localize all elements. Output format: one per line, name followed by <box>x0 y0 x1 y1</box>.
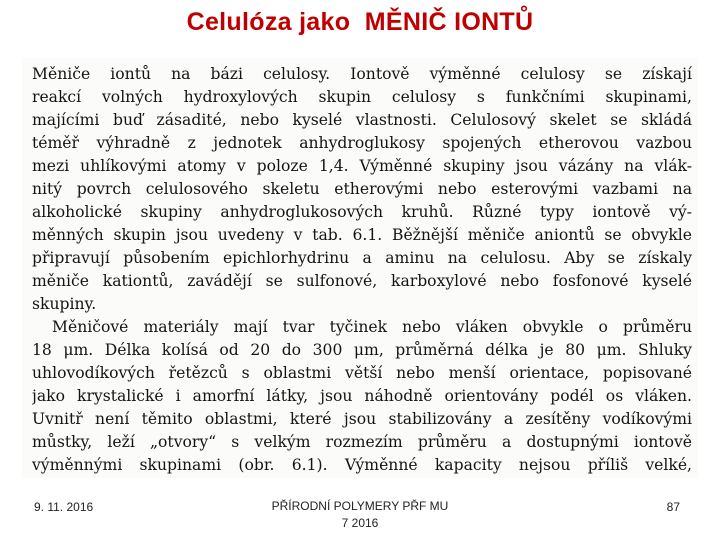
footer-course-line-2: 7 2016 <box>341 516 379 530</box>
scan-line: měniče kationtů, zavádějí se sulfonové, karboxylové nebo fosfonové kyselé <box>32 272 692 290</box>
scan-line: skupiny. <box>32 295 97 313</box>
footer-course-line-1: PŘÍRODNÍ POLYMERY PŘF MU <box>271 499 449 513</box>
scan-line: jako krystalické i amorfní látky, jsou náhodně orientovány podél os vláken. <box>32 387 692 405</box>
scan-line: Měničové materiály mají tvar tyčinek nebo vláken obvykle o průměru <box>52 318 692 336</box>
scan-line: reakcí volných hydroxylových skupin celulosy s funkčními skupinami, <box>32 88 692 106</box>
scan-line: majícími buď zásadité, nebo kyselé vlastnosti. Celulosový skelet se skládá <box>32 111 692 129</box>
scan-line: téměř výhradně z jednotek anhydroglukosy spojených etherovou vazbou <box>32 134 692 152</box>
scan-line: výměnnými skupinami (obr. 6.1). Výměnné kapacity nejsou příliš velké, <box>32 456 692 474</box>
scan-line: nitý povrch celulosového skeletu etherovými nebo esterovými vazbami na <box>32 180 692 198</box>
scan-line: můstky, leží „otvory“ s velkým rozmezím průměru a dostupnými iontově <box>32 433 692 451</box>
page-number: 87 <box>666 500 680 514</box>
scan-line: měnných skupin jsou uvedeny v tab. 6.1. Běžnější měniče aniontů se obvykle <box>32 226 692 244</box>
scan-line: uhlovodíkových řetězců s oblastmi větší nebo menší orientace, popisované <box>32 364 692 382</box>
footer-course <box>240 498 480 532</box>
scan-line: 18 μm. Délka kolísá od 20 do 300 μm, průměrná délka je 80 μm. Shluky <box>32 341 692 359</box>
scan-line: Uvnitř není těmito oblastmi, které jsou stabilizovány a zesítěny vodíkovými <box>32 410 692 428</box>
footer-date: 9. 11. 2016 <box>34 500 94 514</box>
scan-line: Měniče iontů na bázi celulosy. Iontově výměnné celulosy se získají <box>32 65 692 83</box>
scanned-text-image <box>22 58 698 478</box>
scan-line: připravují působením epichlorhydrinu a aminu na celulosu. Aby se získaly <box>32 249 692 267</box>
scan-line: alkoholické skupiny anhydroglukosových kruhů. Různé typy iontově vý- <box>32 203 692 221</box>
slide-title: Celulóza jako MĚNIČ IONTŮ <box>186 8 534 36</box>
scan-line: mezi uhlíkovými atomy v poloze 1,4. Výměnné skupiny jsou vázány na vlák- <box>32 157 692 175</box>
